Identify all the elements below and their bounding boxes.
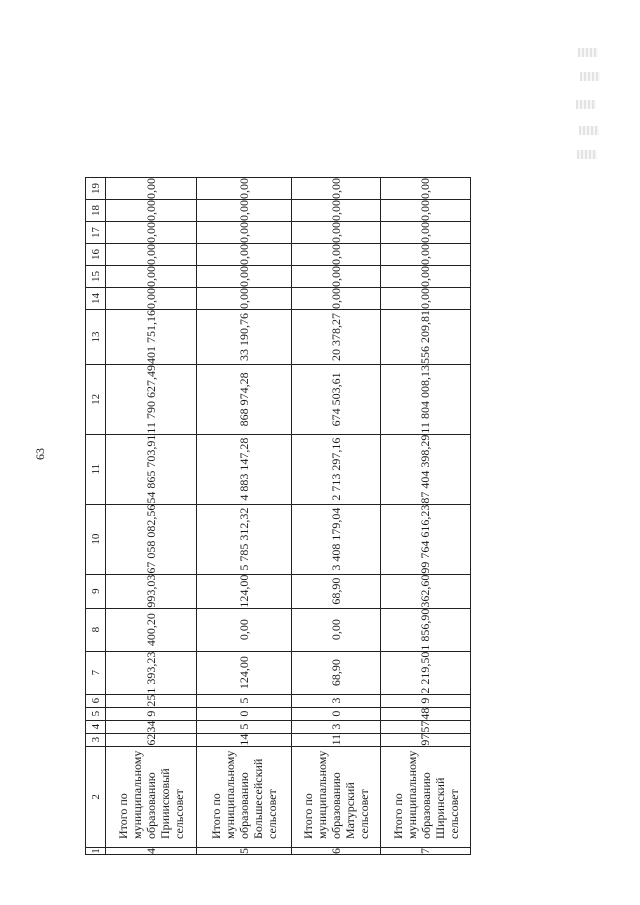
cell: 9: [381, 694, 471, 707]
cell: 0,00: [197, 608, 292, 651]
cell: 57: [381, 720, 471, 733]
cell: 0,00: [381, 244, 471, 266]
cell: 0,00: [292, 200, 381, 222]
cell: 2 713 297,16: [292, 434, 381, 504]
cell: 20 378,27: [292, 310, 381, 365]
column-number: 18: [86, 200, 106, 222]
cell: 0,00: [292, 608, 381, 651]
cell: 1 393,23: [106, 651, 197, 694]
row-number: 5: [197, 848, 292, 855]
cell: 0,00: [197, 244, 292, 266]
cell: 5 785 312,32: [197, 504, 292, 574]
cell: 0,00: [106, 200, 197, 222]
scan-artifact: [577, 150, 597, 159]
column-number: 12: [86, 365, 106, 435]
cell: 0,00: [197, 178, 292, 200]
table-row: [292, 178, 381, 855]
column-number-row: [86, 178, 106, 855]
cell: 0: [292, 707, 381, 720]
cell: 124,00: [197, 651, 292, 694]
column-number: 10: [86, 504, 106, 574]
cell: 9: [106, 707, 197, 720]
cell: 401 751,16: [106, 310, 197, 365]
row-number: 7: [381, 848, 471, 855]
cell: 0,00: [292, 178, 381, 200]
cell: 87 404 398,29: [381, 434, 471, 504]
cell: 0,00: [381, 200, 471, 222]
cell: 25: [106, 694, 197, 707]
cell: 3: [292, 694, 381, 707]
cell: 0,00: [381, 288, 471, 310]
cell: 62: [106, 733, 197, 746]
cell: 674 503,61: [292, 365, 381, 435]
cell: 0,00: [106, 288, 197, 310]
column-number: 1: [86, 848, 106, 855]
column-number: 19: [86, 178, 106, 200]
cell: 400,20: [106, 608, 197, 651]
cell: 868 974,28: [197, 365, 292, 435]
column-number: 7: [86, 651, 106, 694]
cell: 0,00: [197, 200, 292, 222]
cell: 0: [197, 707, 292, 720]
municipality-name: Итого по муниципальному образованию Ширинский сельсовет: [381, 746, 471, 847]
column-number: 8: [86, 608, 106, 651]
column-number: 2: [86, 746, 106, 847]
cell: 67 058 082,56: [106, 504, 197, 574]
cell: 0,00: [381, 266, 471, 288]
cell: 362,60: [381, 574, 471, 608]
row-number: 4: [106, 848, 197, 855]
column-number: 3: [86, 733, 106, 746]
municipality-name: Итого по муниципальному образованию Прииисковый сельсовет: [106, 746, 197, 847]
cell: 0,00: [292, 266, 381, 288]
column-number: 13: [86, 310, 106, 365]
cell: 3 408 179,04: [292, 504, 381, 574]
cell: 33 190,76: [197, 310, 292, 365]
column-number: 5: [86, 707, 106, 720]
municipality-name: Итого по муниципальному образованию Большесейский сельсовет: [197, 746, 292, 847]
scan-artifact: [580, 72, 600, 81]
column-number: 17: [86, 222, 106, 244]
data-table: [85, 177, 471, 855]
column-number: 15: [86, 266, 106, 288]
cell: 34: [106, 720, 197, 733]
cell: 1 856,90: [381, 608, 471, 651]
cell: 4 883 147,28: [197, 434, 292, 504]
cell: 11 790 627,49: [106, 365, 197, 435]
cell: 0,00: [197, 288, 292, 310]
page-number: 63: [33, 448, 47, 460]
cell: 2 219,50: [381, 651, 471, 694]
cell: 0,00: [106, 178, 197, 200]
row-number: 6: [292, 848, 381, 855]
cell: 0,00: [381, 222, 471, 244]
cell: 11: [292, 733, 381, 746]
cell: 11 804 008,13: [381, 365, 471, 435]
cell: 48: [381, 707, 471, 720]
cell: 0,00: [106, 266, 197, 288]
cell: 54 865 703,91: [106, 434, 197, 504]
scan-artifact: [579, 126, 599, 135]
column-number: 11: [86, 434, 106, 504]
scan-artifact: [576, 100, 596, 109]
column-number: 14: [86, 288, 106, 310]
cell: 68,90: [292, 574, 381, 608]
table-row: [381, 178, 471, 855]
cell: 0,00: [106, 222, 197, 244]
cell: 5: [197, 720, 292, 733]
cell: 0,00: [197, 266, 292, 288]
cell: 556 209,81: [381, 310, 471, 365]
cell: 0,00: [292, 244, 381, 266]
cell: 0,00: [381, 178, 471, 200]
column-number: 4: [86, 720, 106, 733]
cell: 0,00: [106, 244, 197, 266]
cell: 0,00: [292, 222, 381, 244]
table-row: [106, 178, 197, 855]
cell: 3: [292, 720, 381, 733]
cell: 0,00: [292, 288, 381, 310]
municipality-name: Итого по муниципальному образованию Матурский сельсовет: [292, 746, 381, 847]
column-number: 9: [86, 574, 106, 608]
cell: 97: [381, 733, 471, 746]
column-number: 6: [86, 694, 106, 707]
cell: 14: [197, 733, 292, 746]
column-number: 16: [86, 244, 106, 266]
cell: 99 764 616,23: [381, 504, 471, 574]
cell: 124,00: [197, 574, 292, 608]
cell: 5: [197, 694, 292, 707]
cell: 68,90: [292, 651, 381, 694]
scan-artifact: [578, 48, 598, 57]
cell: 0,00: [197, 222, 292, 244]
table-row: [197, 178, 292, 855]
cell: 993,03: [106, 574, 197, 608]
